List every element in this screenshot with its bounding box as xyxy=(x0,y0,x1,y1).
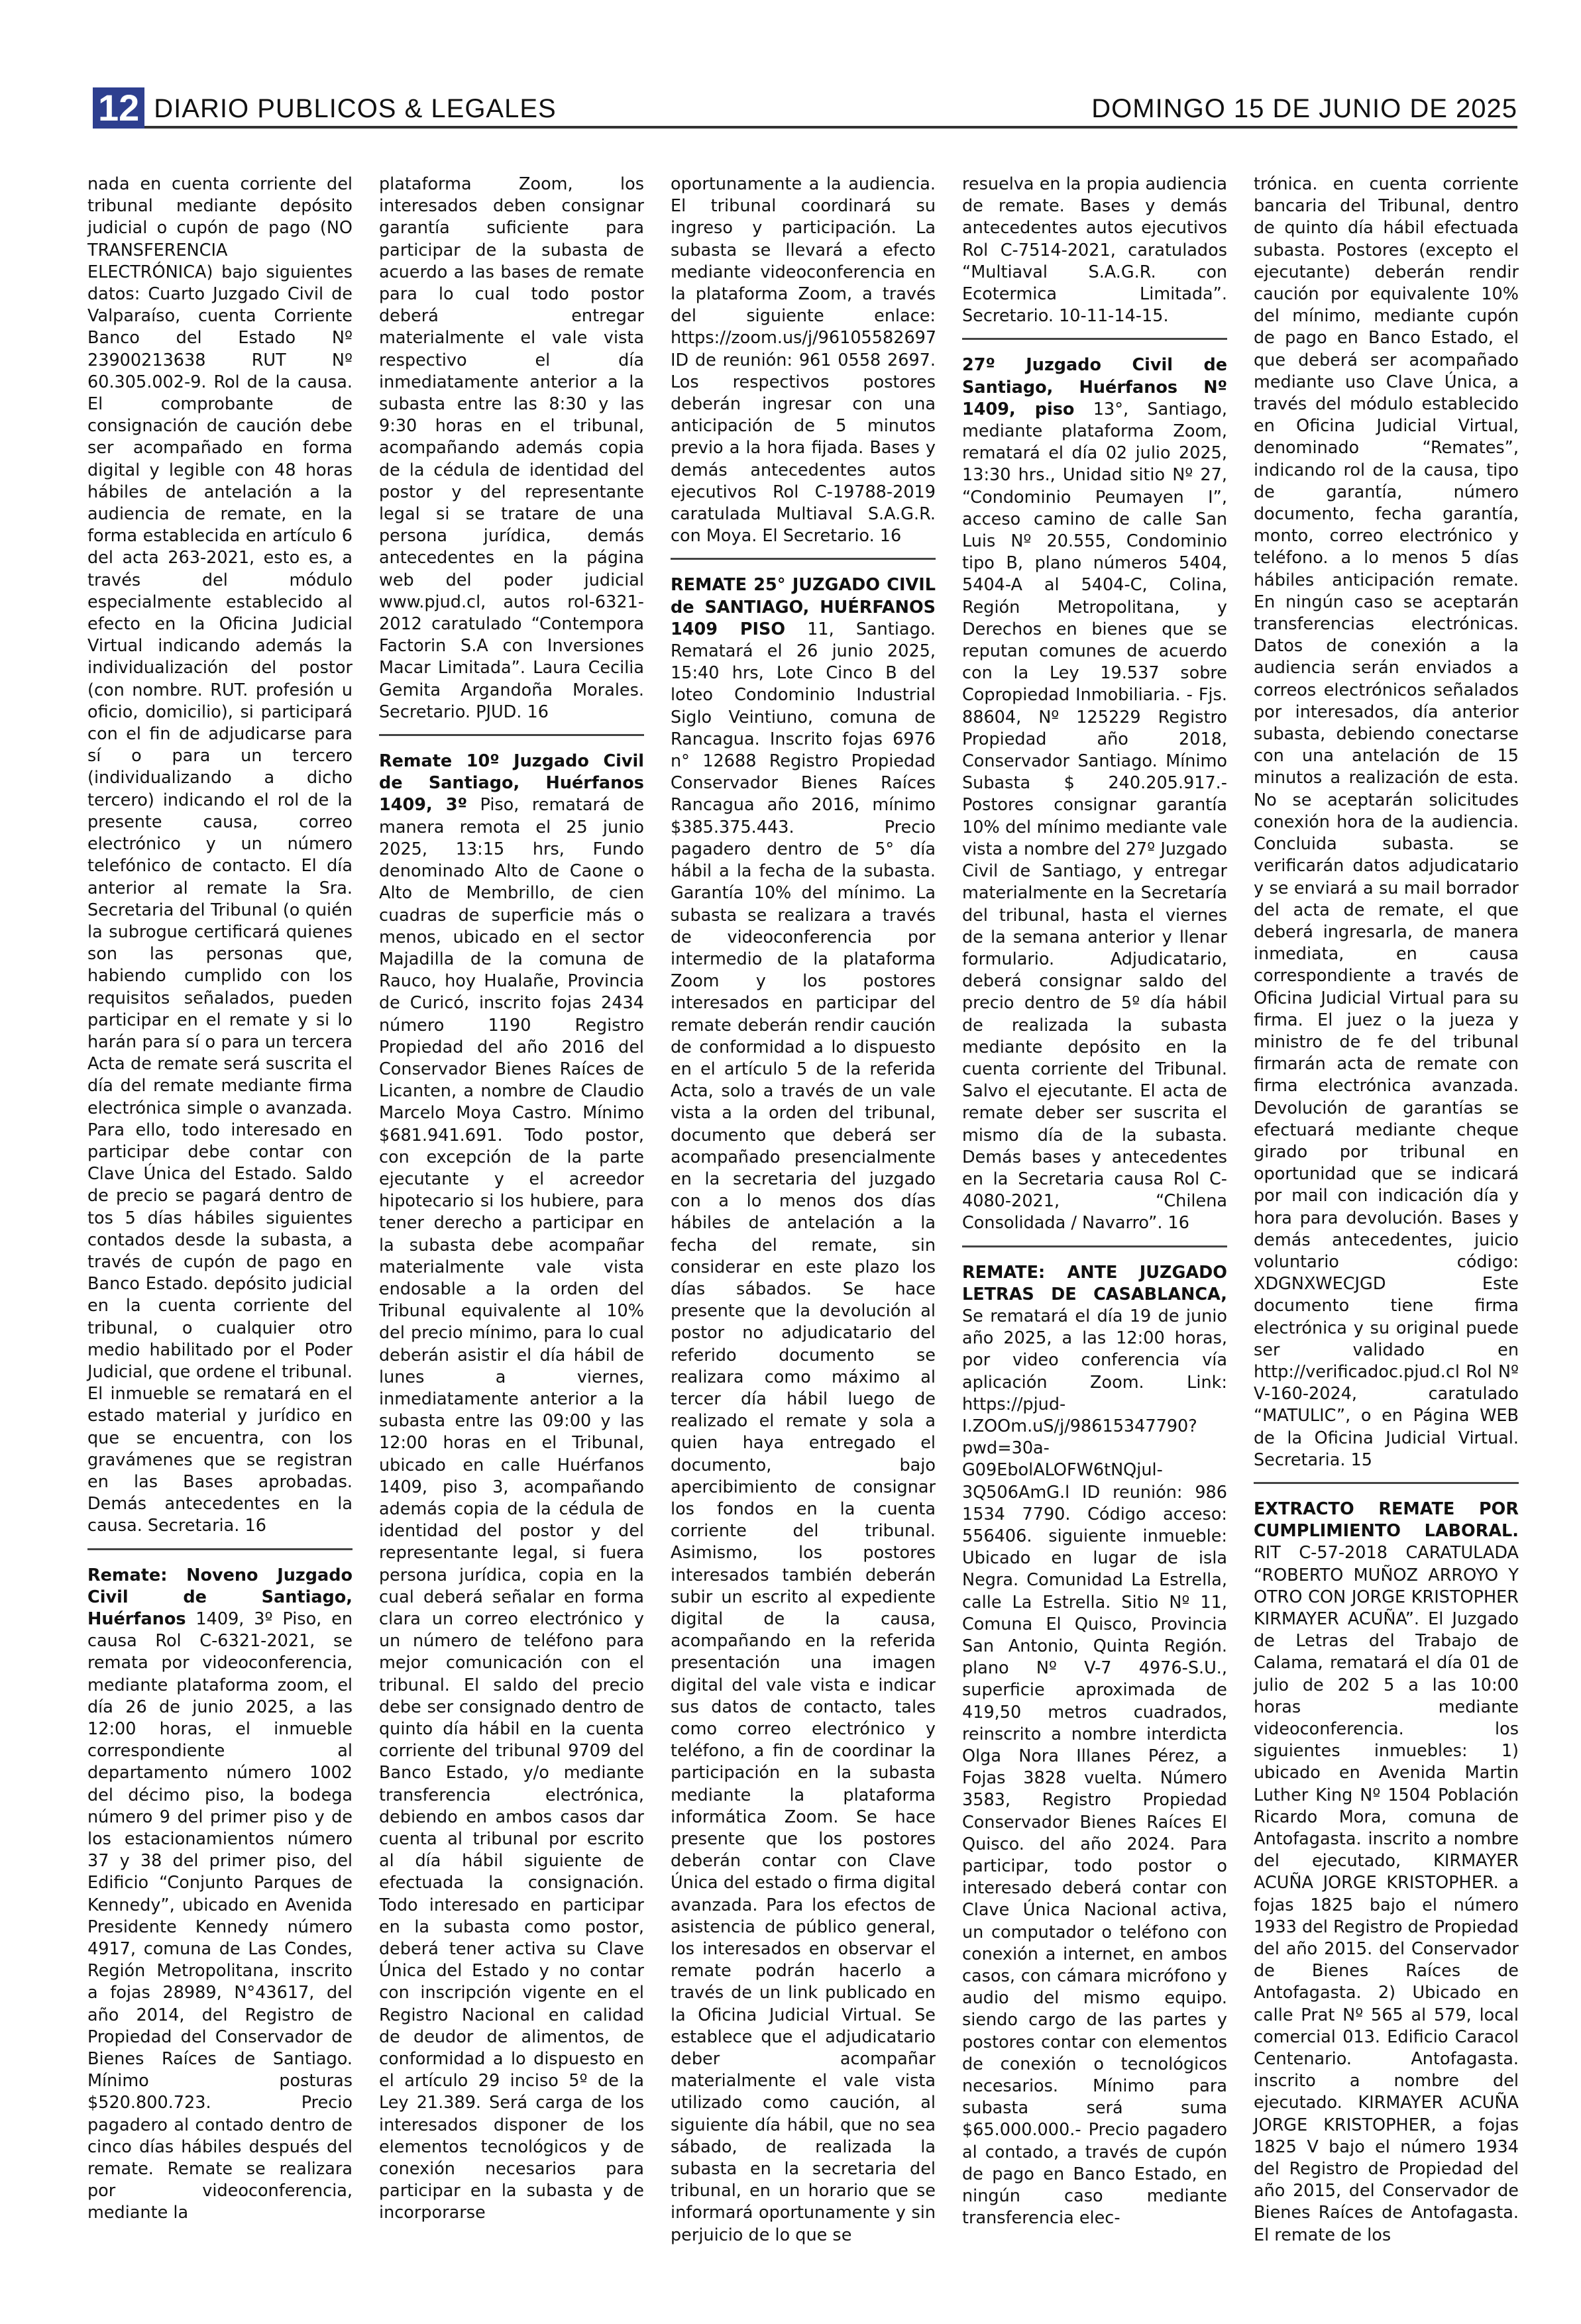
notice xyxy=(671,174,936,547)
notice-heading: Remate 10º Juzgado Civil de Santiago, Huérfanos 1409, 3º xyxy=(379,751,644,816)
column-3 xyxy=(671,174,937,2245)
notice xyxy=(87,1548,353,2225)
notice xyxy=(379,734,644,2225)
notice-text: resuelva en la propia audiencia de remate. Bases y demás antecedentes autos ejecutivos Rol C-7514-2021, caratulados “Multiaval S.A.G.R. con Ecotermica Limitada”. Secretario. 10-11-14-15. xyxy=(962,174,1227,327)
notice-heading: REMATE: ANTE JUZGADO LETRAS DE CASABLANCA, xyxy=(962,1262,1227,1304)
notice-text: 11, Santiago. Rematará el 26 junio 2025, 15:40 hrs, Lote Cinco B del loteo Condominio Industrial Siglo Veintiuno, comuna de Rancagua. Inscrito fojas 6976 n° 12688 Registro Propiedad Conservador Bienes Raíces Rancagua año 2016, mínimo $385.375.443. Precio pagadero dentro de 5° día hábil a la fecha de la subasta. Garantía 10% del mínimo. La subasta se realizara a través de videoconferencia por intermedio de la plataforma Zoom y los postores interesados en participar del remate deberán rendir caución de conformidad a lo dispuesto en el artículo 5 de la referida Acta, solo a través de un vale vista a la orden del tribunal, documento que deberá ser acompañado presencialmente en la secretaria del juzgado con a lo menos dos días hábiles de antelación a la fecha del remate, sin considerar en este plazo los días sábados. Se hace presente que la devolución al postor no adjudicatario del referido documento se realizara como máximo al tercer día hábil luego de realizado el remate y sola a quien haya entregado el documento, bajo apercibimiento de consignar los fondos en la cuenta corriente del tribunal. Asimismo, los postores interesados también deberán subir un escrito al expediente digital de la causa, acompañando en la referida presentación una imagen digital del vale vista e indicar sus datos de contacto, tales como correo electrónico y teléfono, a fin de coordinar la participación en la subasta mediante la plataforma informática Zoom. Se hace presente que los postores deberán contar con Clave Única del estado o firma digital avanzada. Para los efectos de asistencia de público general, los interesados en observar el remate podrán hacerlo a través de un link publicado en la Oficina Judicial Virtual. Se establece que el adjudicatario deber acompañar materialmente el vale vista utilizado como caución, al siguiente día hábil, que no sea sábado, de realizada la subasta en la secretaria del tribunal, en un horario que se informará oportunamente y sin perjuicio de lo que se xyxy=(671,619,936,2245)
notice xyxy=(962,174,1227,327)
notice-text: RIT C-57-2018 CARATULADA “ROBERTO MUÑOZ ARROYO Y OTRO CON JORGE KRISTOPHER KIRMAYER ACUÑA”. El Juzgado de Letras del Trabajo de Calama, rematará el día 01 de julio de 202 5 a las 10:00 horas mediante videoconferencia. los siguientes inmuebles: 1) ubicado en Avenida Martin Luther King Nº 1504 Población Ricardo Mora, comuna de Antofagasta. inscrito a nombre del ejecutado, KIRMAYER ACUÑA JORGE KRISTOPHER. a fojas 1825 bajo el número 1933 del Registro de Propiedad del año 2015. del Conservador de Bienes Raíces de Antofagasta. 2) Ubicado en calle Prat Nº 565 al 579, local comercial 013. Edificio Caracol Centenario. Antofagasta. inscrito a nombre del ejecutado. KIRMAYER ACUÑA JORGE KRISTOPHER, a fojas 1825 V bajo el número 1934 del Registro de Propiedad del año 2015, del Conservador de Bienes Raíces de Antofagasta. El remate de los xyxy=(1254,1543,1519,2245)
notice-heading: 27º Juzgado Civil de Santiago, Huérfanos Nº 1409, piso xyxy=(962,355,1227,419)
notice-body xyxy=(87,1565,353,2225)
notice-body xyxy=(379,174,644,723)
notice xyxy=(1254,1482,1519,2246)
notice-text: trónica. en cuenta corriente bancaria del Tribunal, dentro de quinto día hábil efectuada subasta. Postores (excepto el ejecutante) deberán rendir caución por equivalente 10% del mínimo, mediante cupón de pago en Banco Estado, el que deberá ser acompañado mediante uso Clave Única, a través del módulo establecido en Oficina Judicial Virtual, denominado “Remates”, indicando rol de la causa, tipo de garantía, número documento, fecha garantía, monto, correo electrónico y teléfono. a lo menos 5 días hábiles anticipación remate. En ningún caso se aceptarán transferencias electrónicas. Datos de conexión a la audiencia serán enviados a correos electrónicos señalados por interesados, día anterior subasta, debiendo conectarse con una antelación de 15 minutos a realización de esta. No se aceptarán solicitudes conexión hora de la audiencia. Concluida subasta. se verificarán datos adjudicatario y se enviará a su mail borrador del acta de remate, el que deberá ingresarla, de manera inmediata, en causa correspondiente a través de Oficina Judicial Virtual para su firma. El juez o la jueza y ministro de fe del tribunal firmarán acta de remate con firma electrónica avanzada. Devolución de garantías se efectuará mediante cheque girado por tribunal en oportunidad que se indicará por mail con indicación día y hora para devolución. Bases y demás antecedentes, juicio voluntario código: XDGNXWECJGD Este documento tiene firma electrónica y su original puede ser validado en http://verificadoc.pjud.cl Rol Nº V-160-2024, caratulado “MATULIC”, o en Página WEB de la Oficina Judicial Virtual. Secretaria. 15 xyxy=(1254,174,1519,1470)
notice xyxy=(962,338,1227,1234)
notice xyxy=(1254,174,1519,1471)
notice-heading: REMATE 25° JUZGADO CIVIL de SANTIAGO, HUÉRFANOS 1409 PISO xyxy=(671,575,936,639)
notice-body xyxy=(671,574,936,2246)
notice-body xyxy=(671,174,936,547)
notice-text: Se rematará el día 19 de junio año 2025, a las 12:00 horas, por video conferencia vía aplicación Zoom. Link: https://pjud-I.ZOOm.uS/j/98615347790?pwd=30a-G09EbolALOFW6tNQjul-3Q506AmG.l ID reunión: 986 1534 7790. Código acceso: 556406. siguiente inmueble: Ubicado en lugar de isla Negra. Comunidad La Estrella, calle La Estrella. Sitio Nº 11, Comuna El Quisco, Provincia San Antonio, Quinta Región. plano Nº V-7 4976-S.U., superficie aproximada de 419,50 metros cuadrados, reinscrito a nombre interdicta Olga Nora Illanes Pérez, a Fojas 3828 vuelta. Número 3583, Registro Propiedad Conservador Bienes Raíces El Quisco. del año 2024. Para participar, todo postor o interesado deberá contar con Clave Única Nacional activa, un computador o teléfono con conexión a internet, en ambos casos, con cámara micrófono y audio del mismo equipo. siendo cargo de las partes y postores contar con elementos de conexión o tecnológicos necesarios. Mínimo para subasta será suma $65.000.000.- Precio pagadero al contado, a través de cupón de pago en Banco Estado, en ningún caso mediante transferencia elec- xyxy=(962,1306,1227,2229)
notice-body xyxy=(87,174,353,1538)
columns xyxy=(87,174,1519,2245)
notice-body xyxy=(1254,174,1519,1471)
column-5 xyxy=(1254,174,1519,2245)
edition-date: DOMINGO 15 DE JUNIO DE 2025 xyxy=(1091,94,1517,123)
notice xyxy=(671,558,936,2246)
notice xyxy=(962,1245,1227,2230)
column-2 xyxy=(379,174,644,2221)
notice-text: 13°, Santiago, mediante plataforma Zoom, rematará el día 02 julio 2025, 13:30 hrs., Unidad sitio Nº 27, “Condominio Peumayen I”, acceso camino de calle San Luis Nº 20.555, Condominio tipo B, plano números 5404, 5404-A al 5404-C, Colina, Región Metropolitana, y Derechos en bienes que se reputan comunes de acuerdo con la Ley 19.537 sobre Copropiedad Inmobiliaria. - Fjs. 88604, Nº 125229 Registro Propiedad año 2018, Conservador Santiago. Mínimo Subasta $ 240.205.917.- Postores consignar garantía 10% del mínimo mediante vale vista a nombre del 27º Juzgado Civil de Santiago, y entregar materialmente en la Secretaría del tribunal, hasta el viernes de la semana anterior y llenar formulario. Adjudicatario, deberá consignar saldo del precio dentro de 5º día hábil de realizada la subasta mediante depósito en la cuenta corriente del Tribunal. Salvo el ejecutante. El acta de remate deber ser suscrita el mismo día de la subasta. Demás bases y antecedentes en la Secretaria causa Rol C-4080-2021, “Chilena Consolidada / Navarro”. 16 xyxy=(962,399,1227,1234)
notice-heading: Remate: Noveno Juzgado Civil de Santiago, Huérfanos xyxy=(87,1565,353,1629)
notice-text: 1409, 3º Piso, en causa Rol C-6321-2021, se remata por videoconferencia, mediante plataforma zoom, el día 26 de junio 2025, a las 12:00 horas, el inmueble correspondiente al departamento número 1002 del décimo piso, la bodega número 9 del primer piso y de los estacionamientos número 37 y 38 del primer piso, del Edificio “Conjunto Parques de Kennedy”, ubicado en Avenida Presidente Kennedy número 4917, comuna de Las Condes, Región Metropolitana, inscrito a fojas 28989, N°43617, del año 2014, del Registro de Propiedad del Conservador de Bienes Raíces de Santiago. Mínimo posturas $520.800.723. Precio pagadero al contado dentro de cinco días hábiles después del remate. Remate se realizara por videoconferencia, mediante la xyxy=(87,1609,353,2223)
notice-body xyxy=(962,174,1227,327)
masthead xyxy=(93,86,1517,129)
column-1 xyxy=(87,174,353,2221)
notice-body xyxy=(1254,1499,1519,2246)
notice-body xyxy=(379,751,644,2225)
notice xyxy=(379,174,644,723)
notice-body xyxy=(962,354,1227,1234)
notice-text: nada en cuenta corriente del tribunal mediante depósito judicial o cupón de pago (NO TRANSFERENCIA ELECTRÓNICA) bajo siguientes datos: Cuarto Juzgado Civil de Valparaíso, cuenta Corriente Banco del Estado Nº 23900213638 RUT Nº 60.305.002-9. Rol de la causa. El comprobante de consignación de caución debe ser acompañado en forma digital y legible con 48 horas hábiles de antelación a la audiencia de remate, en la forma establecida en artículo 6 del acta 263-2021, esto es, a través del módulo especialmente establecido al efecto en la Oficina Judicial Virtual indicando además la individualización del postor (con nombre. RUT. profesión u oficio, domicilio), si participará con el fin de adjudicarse para sí o para un tercero (individualizando a dicho tercero) indicando el rol de la presente causa, correo electrónico y un número telefónico de contacto. El día anterior al remate la Sra. Secretaria del Tribunal (o quién la subrogue certificará quienes son las personas que, habiendo cumplido con los requisitos señalados, pueden participar en el remate y si lo harán para sí o para un tercera Acta de remate será suscrita el día del remate mediante firma electrónica simple o avanzada. Para ello, todo interesado en participar debe contar con Clave Única del Estado. Saldo de precio se pagará dentro de tos 5 días hábiles siguientes contados desde la subasta, a través de cupón de pago en Banco Estado. depósito judicial en la cuenta corriente del tribunal, o cualquier otro medio habilitado por el Poder Judicial, que ordene el tribunal. El inmueble se rematará en el estado material y jurídico en que se encuentra, con los gravámenes que se registran en las Bases aprobadas. Demás antecedentes en la causa. Secretaria. 16 xyxy=(87,174,353,1536)
notice xyxy=(87,174,353,1538)
notice-text: plataforma Zoom, los interesados deben consignar garantía suficiente para participar de la subasta de acuerdo a las bases de remate para lo cual todo postor deberá entregar materialmente el vale vista respectivo el día inmediatamente anterior a la subasta entre las 8:30 y las 9:30 horas en el tribunal, acompañando además copia de la cédula de identidad del postor y del representante legal si se tratare de una persona jurídica, demás antecedentes en la página web del poder judicial www.pjud.cl, autos rol-6321-2012 caratulado “Contempora Factorin S.A con Inversiones Macar Limitada”. Laura Cecilia Gemita Argandoña Morales. Secretario. PJUD. 16 xyxy=(379,174,644,722)
column-4 xyxy=(962,174,1227,2229)
notice-text: Piso, rematará de manera remota el 25 junio 2025, 13:15 hrs, Fundo denominado Alto de Caone o Alto de Membrillo, de cien cuadras de superficie más o menos, ubicado en el sector Majadilla de la comuna de Rauco, hoy Hualañe, Provincia de Curicó, inscrito fojas 2434 número 1190 Registro Propiedad del año 2016 del Conservador Bienes Raíces de Licanten, a nombre de Claudio Marcelo Moya Castro. Mínimo $681.941.691. Todo postor, con excepción de la parte ejecutante y el acreedor hipotecario si los hubiere, para tener derecho a participar en la subasta debe acompañar materialmente vale vista endosable a la orden del Tribunal equivalente al 10% del precio mínimo, para lo cual deberán asistir el día hábil de lunes a viernes, inmediatamente anterior a la subasta entre las 09:00 y las 12:00 horas en el Tribunal, ubicado en calle Huérfanos 1409, piso 3, acompañando además copia de la cédula de identidad del postor y del representante legal, si fuera persona jurídica, copia en la cual deberá señalar en forma clara un correo electrónico y un número de teléfono para mejor comunicación con el tribunal. El saldo del precio debe ser consignado dentro de quinto día hábil en la cuenta corriente del tribunal 9709 del Banco Estado, y/o mediante transferencia electrónica, debiendo en ambos casos dar cuenta al tribunal por escrito al día hábil siguiente de efectuada la consignación. Todo interesado en participar en la subasta como postor, deberá tener activa su Clave Única del Estado y no contar con inscripción vigente en el Registro Nacional en calidad de deudor de alimentos, de conformidad a lo dispuesto en el artículo 29 inciso 5º de la Ley 21.389. Será carga de los interesados disponer de los elementos tecnológicos y de conexión necesarios para participar en la subasta y de incorporarse xyxy=(379,795,645,2223)
page-number: 12 xyxy=(93,87,144,129)
section-title: DIARIO PUBLICOS & LEGALES xyxy=(154,94,557,123)
notice-text: oportunamente a la audiencia. El tribunal coordinará su ingreso y participación. La subasta se llevará a efecto mediante videoconferencia en la plataforma Zoom, a través del siguiente enlace: https://zoom.us/j/96105582697 ID de reunión: 961 0558 2697. Los respectivos postores deberán ingresar con una anticipación de 5 minutos previo a la hora fijada. Bases y demás antecedentes autos ejecutivos Rol C-19788-2019 caratulada Multiaval S.A.G.R. con Moya. El Secretario. 16 xyxy=(671,174,937,547)
notice-body xyxy=(962,1262,1227,2230)
notice-heading: EXTRACTO REMATE POR CUMPLIMIENTO LABORAL. xyxy=(1254,1499,1519,1542)
